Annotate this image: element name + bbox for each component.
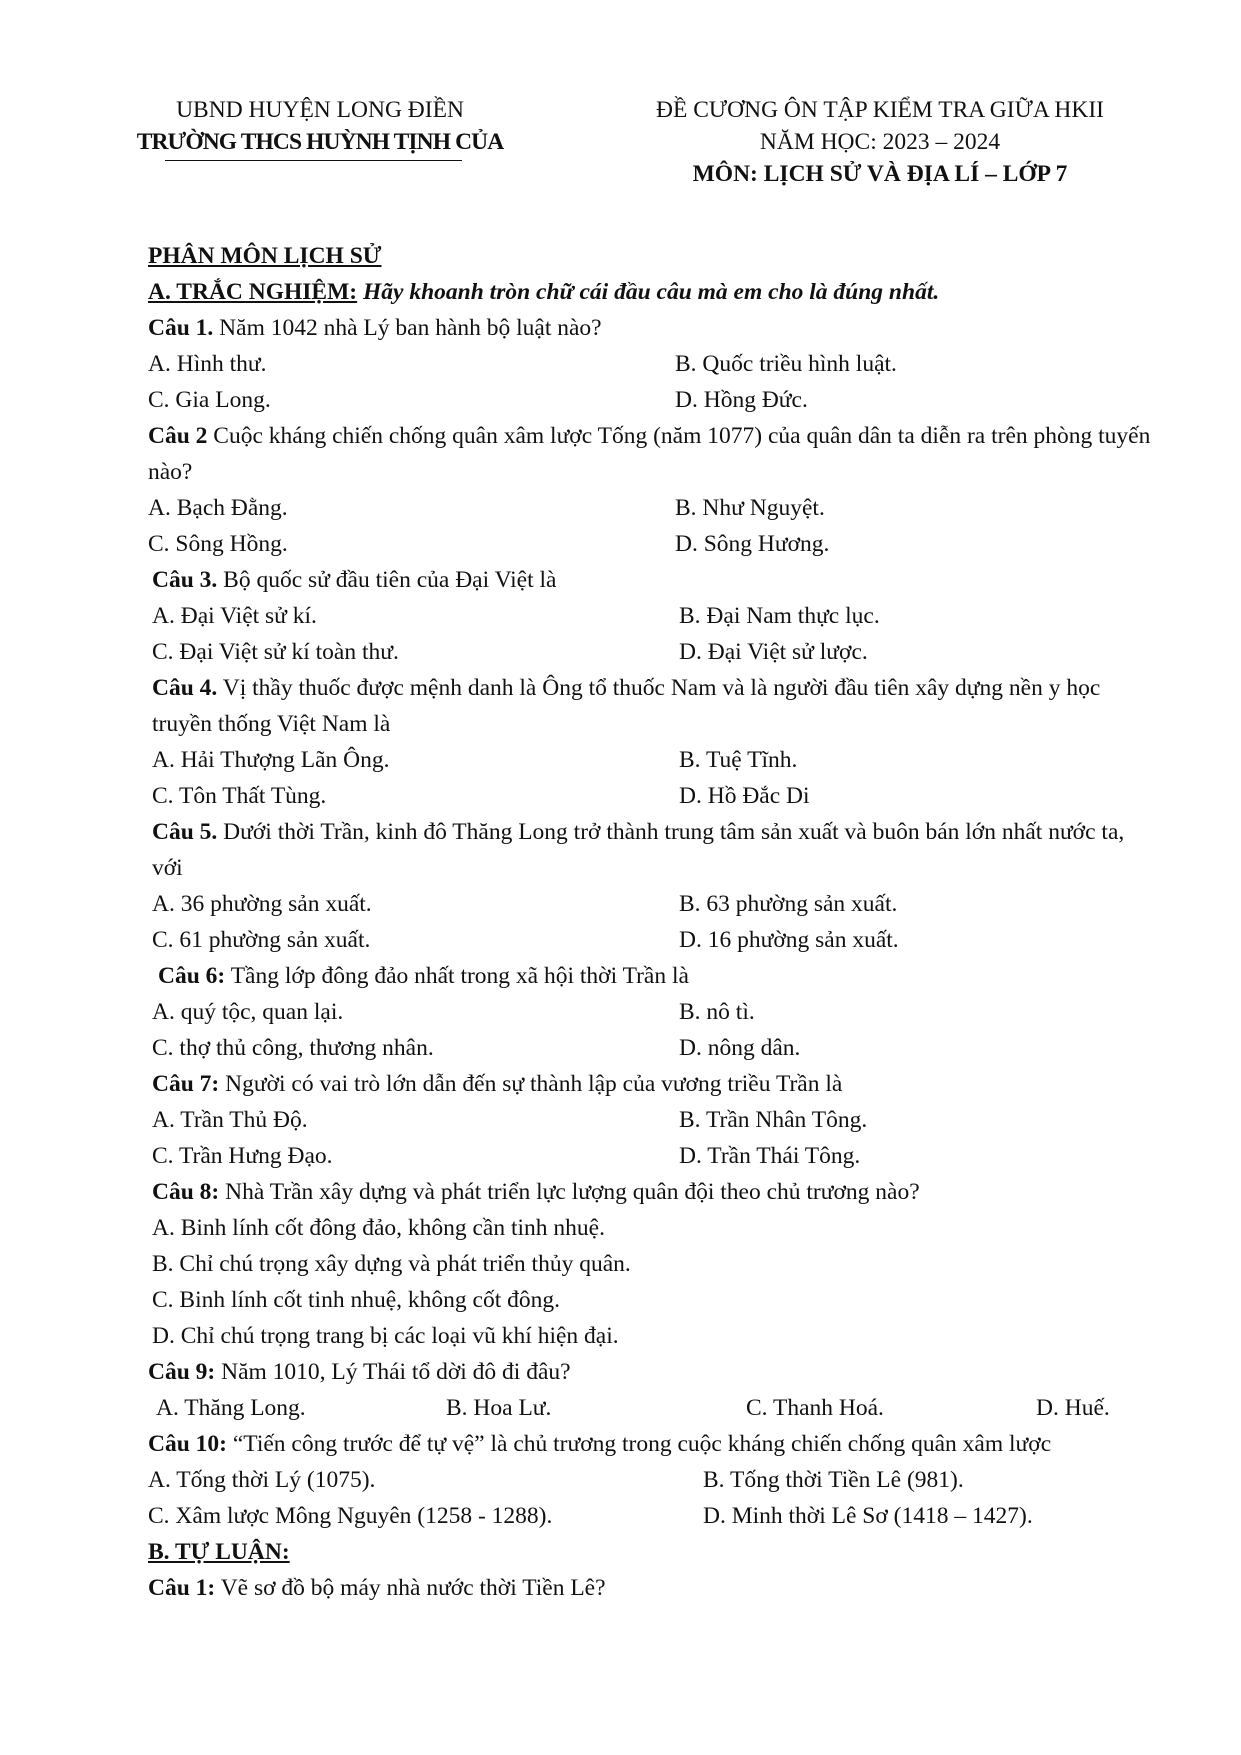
options-row <box>148 526 1158 562</box>
options-row <box>148 922 1158 958</box>
question-label: Câu 6: <box>158 963 226 989</box>
options-row <box>148 742 1158 778</box>
option-d: D. Minh thời Lê Sơ (1418 – 1427). <box>703 1503 1033 1529</box>
question-text: Bộ quốc sử đầu tiên của Đại Việt là <box>217 567 557 593</box>
option-c: C. Xâm lược Mông Nguyên (1258 - 1288). <box>148 1503 553 1529</box>
option-d: D. Sông Hương. <box>675 531 830 557</box>
option-a: A. 36 phường sản xuất. <box>152 891 372 917</box>
document-body <box>148 238 1158 1606</box>
question-9 <box>148 1354 1158 1390</box>
question-7 <box>148 1066 1158 1102</box>
question-label: Câu 4. <box>152 675 218 701</box>
option-a: A. quý tộc, quan lại. <box>152 999 344 1025</box>
options-row <box>148 1138 1158 1174</box>
question-text: Năm 1042 nhà Lý ban hành bộ luật nào? <box>213 315 602 341</box>
question-label: Câu 2 <box>148 423 208 449</box>
question-label: Câu 9: <box>148 1359 216 1385</box>
part-b-heading <box>148 1534 1158 1570</box>
option-d: D. 16 phường sản xuất. <box>679 927 899 953</box>
question-text: Vẽ sơ đồ bộ máy nhà nước thời Tiền Lê? <box>215 1575 606 1601</box>
option-a: A. Bạch Đằng. <box>148 495 288 521</box>
question-label: Câu 5. <box>152 819 218 845</box>
option-d: D. nông dân. <box>679 1035 801 1061</box>
option-b: B. Tuệ Tĩnh. <box>679 747 798 773</box>
school-year: NĂM HỌC: 2023 – 2024 <box>759 129 1001 155</box>
question-label: Câu 1. <box>148 315 214 341</box>
question-text: Vị thầy thuốc được mệnh danh là Ông tổ thuốc Nam và là người đầu tiên xây dựng nền y học truyền thống Việt Nam là <box>152 675 1101 737</box>
option-d: D. Hồ Đắc Di <box>679 783 810 809</box>
option-d: D. Chỉ chú trọng trang bị các loại vũ khí hiện đại. <box>152 1323 619 1349</box>
options-row <box>148 1498 1158 1534</box>
option-d: D. Đại Việt sử lược. <box>679 639 868 665</box>
part-a-heading <box>148 274 1158 310</box>
section-title: PHÂN MÔN LỊCH SỬ <box>148 243 382 269</box>
option-c: C. thợ thủ công, thương nhân. <box>152 1035 434 1061</box>
options-row <box>148 1390 1158 1426</box>
option-b: B. nô tì. <box>679 999 755 1025</box>
question-4 <box>148 670 1158 742</box>
option-b: B. Như Nguyệt. <box>675 495 825 521</box>
question-label: Câu 3. <box>152 567 218 593</box>
question-text: Năm 1010, Lý Thái tổ dời đô đi đâu? <box>215 1359 571 1385</box>
option-c: C. Gia Long. <box>148 387 271 413</box>
options-row <box>148 634 1158 670</box>
options-row <box>148 346 1158 382</box>
header-right <box>600 94 1160 190</box>
question-6 <box>148 958 1158 994</box>
options-row <box>148 1462 1158 1498</box>
question-8 <box>148 1174 1158 1210</box>
question-5 <box>148 814 1158 886</box>
question-text: Cuộc kháng chiến chống quân xâm lược Tống (năm 1077) của quân dân ta diễn ra trên phòng tuyến nào? <box>148 423 1151 485</box>
option-b: B. Chỉ chú trọng xây dựng và phát triển thủy quân. <box>152 1251 631 1277</box>
option-b: B. 63 phường sản xuất. <box>679 891 898 917</box>
question-2 <box>148 418 1158 490</box>
part-a-label: A. TRẮC NGHIỆM: <box>148 279 358 305</box>
essay-question-1 <box>148 1570 1158 1606</box>
option-c: C. Tôn Thất Tùng. <box>152 783 327 809</box>
option-a: A. Tống thời Lý (1075). <box>148 1467 376 1493</box>
options-row <box>148 1102 1158 1138</box>
option-b: B. Đại Nam thực lục. <box>679 603 880 629</box>
question-label: Câu 10: <box>148 1431 227 1457</box>
option-a: A. Binh lính cốt đông đảo, không cần tinh nhuệ. <box>152 1215 605 1241</box>
option-d: D. Trần Thái Tông. <box>679 1143 861 1169</box>
option-c: C. Trần Hưng Đạo. <box>152 1143 333 1169</box>
option-c: C. Thanh Hoá. <box>746 1395 884 1421</box>
option-c: C. Đại Việt sử kí toàn thư. <box>152 639 399 665</box>
part-a-instruction: Hãy khoanh tròn chữ cái đầu câu mà em cho là đúng nhất. <box>363 279 940 305</box>
question-1 <box>148 310 1158 346</box>
question-text: “Tiến công trước để tự vệ” là chủ trương trong cuộc kháng chiến chống quân xâm lược <box>227 1431 1052 1457</box>
option-b: B. Trần Nhân Tông. <box>679 1107 868 1133</box>
options-row <box>148 778 1158 814</box>
options-row <box>148 490 1158 526</box>
question-label: Câu 1: <box>148 1575 216 1601</box>
option-a: A. Hình thư. <box>148 351 267 377</box>
school-name: TRƯỜNG THCS HUỲNH TỊNH CỦA <box>136 129 504 155</box>
question-text: Người có vai trò lớn dẫn đến sự thành lập của vương triều Trần là <box>219 1071 843 1097</box>
options-row <box>148 1030 1158 1066</box>
options-row <box>148 598 1158 634</box>
option-d: D. Hồng Đức. <box>675 387 808 413</box>
school-name-underline <box>165 160 462 161</box>
option-a: A. Trần Thủ Độ. <box>152 1107 308 1133</box>
part-b-label: B. TỰ LUẬN: <box>148 1539 290 1565</box>
option-c: C. Binh lính cốt tinh nhuệ, không cốt đông. <box>152 1287 560 1313</box>
options-row <box>148 382 1158 418</box>
section-heading <box>148 238 1158 274</box>
option-a: A. Đại Việt sử kí. <box>152 603 317 629</box>
options-row <box>148 994 1158 1030</box>
option-a: A. Thăng Long. <box>156 1395 306 1421</box>
subject-title: MÔN: LỊCH SỬ VÀ ĐỊA LÍ – LỚP 7 <box>692 161 1068 187</box>
header-left <box>100 94 540 158</box>
options-row <box>148 886 1158 922</box>
option-d: D. Huế. <box>1036 1395 1110 1421</box>
option-a: A. Hải Thượng Lãn Ông. <box>152 747 390 773</box>
question-3 <box>148 562 1158 598</box>
question-text: Tầng lớp đông đảo nhất trong xã hội thời Trần là <box>225 963 689 989</box>
question-text: Dưới thời Trần, kinh đô Thăng Long trở thành trung tâm sản xuất và buôn bán lớn nhất nước ta, với <box>152 819 1125 881</box>
question-label: Câu 7: <box>152 1071 220 1097</box>
question-label: Câu 8: <box>152 1179 220 1205</box>
option-b: B. Tống thời Tiền Lê (981). <box>703 1467 964 1493</box>
question-text: Nhà Trần xây dựng và phát triển lực lượng quân đội theo chủ trương nào? <box>219 1179 920 1205</box>
option-b: B. Hoa Lư. <box>446 1395 552 1421</box>
district-name: UBND HUYỆN LONG ĐIỀN <box>176 97 464 123</box>
question-10 <box>148 1426 1158 1462</box>
option-c: C. 61 phường sản xuất. <box>152 927 371 953</box>
option-b: B. Quốc triều hình luật. <box>675 351 897 377</box>
option-c: C. Sông Hồng. <box>148 531 288 557</box>
document-title: ĐỀ CƯƠNG ÔN TẬP KIỂM TRA GIỮA HKII <box>656 97 1104 123</box>
